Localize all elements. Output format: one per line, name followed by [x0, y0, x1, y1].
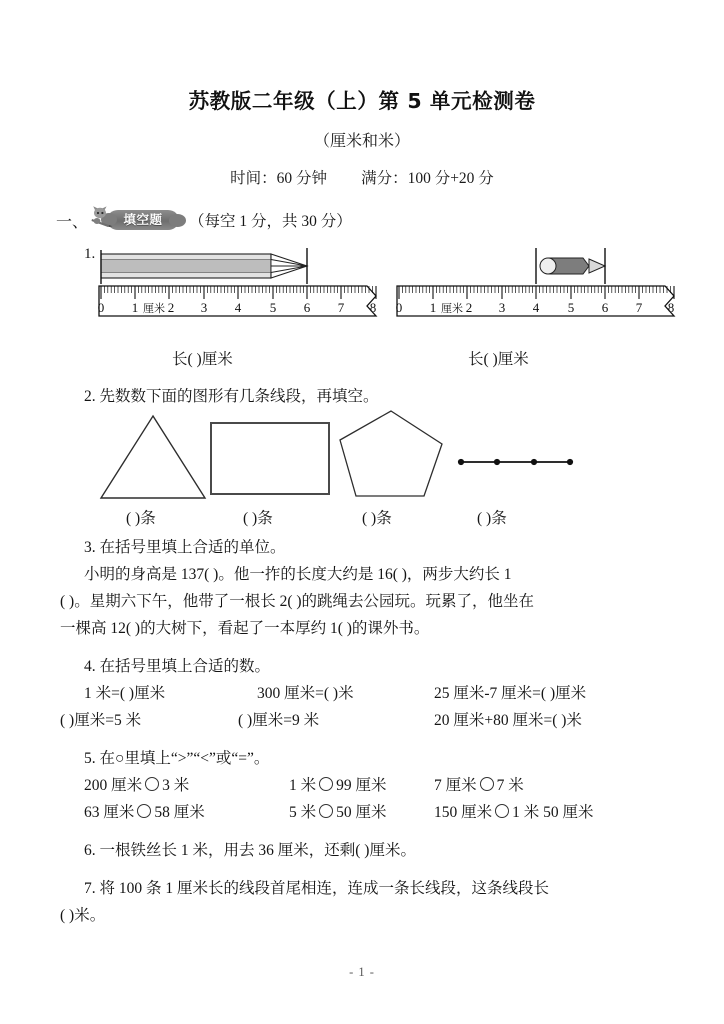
exam-meta	[0, 166, 724, 188]
q1-right-ruler-figure	[393, 240, 683, 324]
q5-cell-0-0	[84, 773, 189, 795]
svg-text:5: 5	[269, 300, 277, 315]
q5-cell-0-2-right: 7 米	[496, 777, 524, 794]
q2-shape-label-0: ( )条	[126, 510, 156, 527]
compare-circle-icon[interactable]	[495, 804, 509, 818]
svg-text:4: 4	[532, 300, 540, 315]
svg-text:7: 7	[337, 300, 345, 315]
svg-text:6: 6	[601, 300, 609, 315]
q5-title: 5. 在○里填上“>”“<”或“=”。	[84, 750, 270, 767]
svg-text:8: 8	[369, 300, 377, 315]
q1-left-ruler-figure	[95, 240, 385, 324]
q6-text: 6. 一根铁丝长 1 米，用去 36 厘米，还剩( )厘米。	[84, 842, 416, 859]
q3-title: 3. 在括号里填上合适的单位。	[84, 539, 286, 556]
q1-number: 1.	[84, 246, 96, 262]
svg-text:厘米: 厘米	[441, 302, 463, 315]
section-badge-label: 填空题	[123, 212, 163, 227]
q5-cell-0-0-left: 200 厘米	[84, 777, 143, 794]
svg-text:0: 0	[97, 300, 105, 315]
q4-cell-0-0: 1 米=( )厘米	[84, 685, 166, 702]
svg-text:3: 3	[498, 300, 506, 315]
svg-text:7: 7	[635, 300, 643, 315]
q4-cell-1-0: ( )厘米=5 米	[60, 712, 142, 729]
page-subtitle: （厘米和米）	[313, 131, 410, 150]
q1-answer-right: 长( )厘米	[468, 351, 529, 368]
q5-cell-1-2	[434, 800, 594, 822]
section-badge	[89, 205, 185, 235]
compare-circle-icon[interactable]	[145, 777, 159, 791]
svg-text:5: 5	[567, 300, 575, 315]
q2-text: 2. 先数数下面的图形有几条线段，再填空。	[84, 388, 379, 405]
q5-cell-1-1-left: 5 米	[289, 804, 317, 821]
compare-circle-icon[interactable]	[319, 777, 333, 791]
exam-time: 时间：60 分钟	[230, 170, 328, 187]
q5-cell-1-2-left: 150 厘米	[434, 804, 493, 821]
q4-cell-0-1: 300 厘米=( )米	[257, 685, 354, 702]
q4-cell-1-1: ( )厘米=9 米	[238, 712, 320, 729]
q1-answer-left: 长( )厘米	[172, 351, 233, 368]
rectangle-shape-icon	[208, 420, 333, 498]
page-title: 苏教版二年级（上）第 5 单元检测卷	[188, 89, 536, 113]
triangle-shape-icon	[95, 412, 215, 504]
q2-shape-label-3: ( )条	[477, 510, 507, 527]
q7-line2: ( )米。	[60, 907, 106, 924]
compare-circle-icon[interactable]	[137, 804, 151, 818]
svg-text:厘米: 厘米	[143, 302, 165, 315]
q4-cell-0-2: 25 厘米-7 厘米=( )厘米	[434, 685, 587, 702]
section-number: 一、	[56, 213, 89, 231]
q7-line1: 7. 将 100 条 1 厘米长的线段首尾相连，连成一条长线段，这条线段长	[84, 880, 550, 897]
q2-shape-label-2: ( )条	[362, 510, 392, 527]
svg-text:3: 3	[200, 300, 208, 315]
exam-score: 满分：100 分+20 分	[361, 170, 494, 187]
svg-text:2: 2	[465, 300, 473, 315]
q5-cell-1-0-left: 63 厘米	[84, 804, 135, 821]
q4-cell-1-2: 20 厘米+80 厘米=( )米	[434, 712, 582, 729]
section-heading	[56, 205, 352, 235]
svg-text:1: 1	[429, 300, 437, 315]
svg-text:4: 4	[234, 300, 242, 315]
svg-text:8: 8	[667, 300, 675, 315]
q5-cell-1-2-right: 1 米 50 厘米	[512, 804, 594, 821]
q5-cell-1-1-right: 50 厘米	[336, 804, 387, 821]
svg-text:2: 2	[167, 300, 175, 315]
cat-pencil-mascot-icon	[89, 205, 115, 227]
svg-text:6: 6	[303, 300, 311, 315]
q5-cell-1-1	[289, 800, 387, 822]
q5-cell-0-1-right: 99 厘米	[336, 777, 387, 794]
q5-cell-0-1-left: 1 米	[289, 777, 317, 794]
q3-line1: 小明的身高是 137( )。他一拃的长度大约是 16( )，两步大约长 1	[84, 566, 512, 583]
q5-cell-0-2	[434, 773, 524, 795]
q5-cell-0-1	[289, 773, 387, 795]
q5-cell-1-0-right: 58 厘米	[154, 804, 205, 821]
q5-cell-0-0-right: 3 米	[162, 777, 190, 794]
section-points: （每空 1 分，共 30 分）	[189, 213, 352, 230]
q5-cell-0-2-left: 7 厘米	[434, 777, 477, 794]
q3-line3: 一棵高 12( )的大树下，看起了一本厚约 1( )的课外书。	[60, 620, 430, 637]
segmented-line-icon	[455, 450, 580, 474]
q5-cell-1-0	[84, 800, 205, 822]
q4-title: 4. 在括号里填上合适的数。	[84, 658, 271, 675]
pentagon-shape-icon	[336, 408, 446, 500]
q2-shape-label-1: ( )条	[243, 510, 273, 527]
svg-text:0: 0	[395, 300, 403, 315]
svg-text:1: 1	[131, 300, 139, 315]
page-footer: - 1 -	[349, 965, 375, 979]
compare-circle-icon[interactable]	[480, 777, 494, 791]
compare-circle-icon[interactable]	[319, 804, 333, 818]
short-pencil-icon	[540, 258, 605, 274]
q3-line2: ( )。星期六下午，他带了一根长 2( )的跳绳去公园玩。玩累了，他坐在	[60, 593, 535, 610]
pencil-icon	[101, 254, 307, 278]
